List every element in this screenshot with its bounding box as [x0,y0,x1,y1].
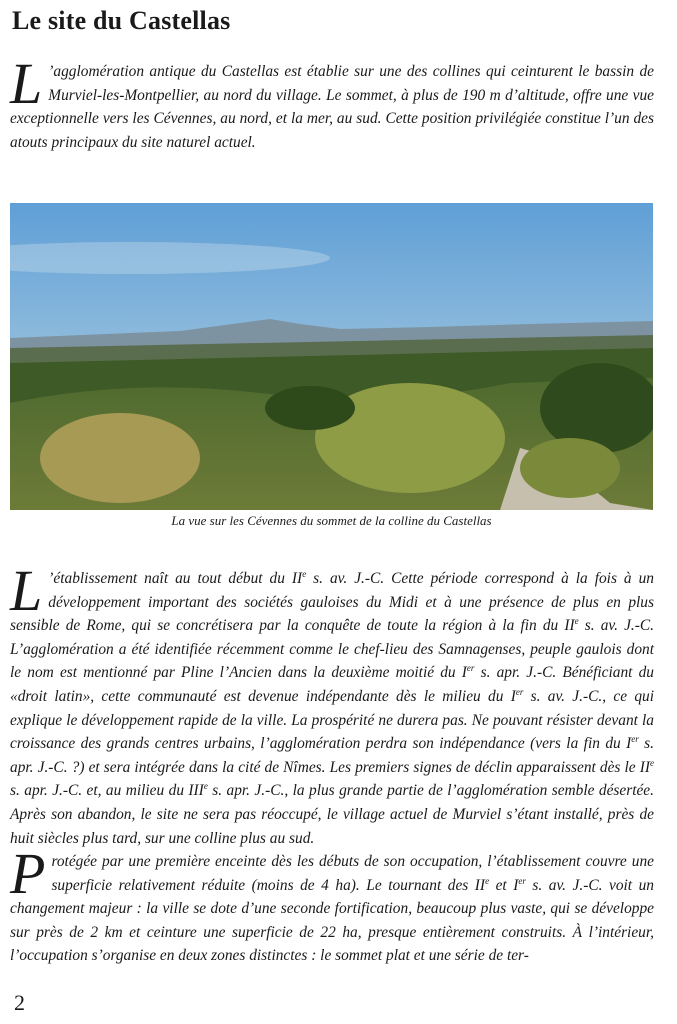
history-text-3: s. av. J.-C. L’agglomération a été identifiée récemment comme le chef-lieu des Samnagenses, peuple gaulois dont le nom est mentionné par Pline l’Ancien dans la deuxième moitié du I [10,617,654,682]
history-dropcap: L [10,558,43,623]
century-sup: e [574,616,579,627]
century-sup: e [485,875,490,886]
history-text-5: s. av. J.-C., ce qui explique le développement rapide de la ville. La prospérité ne durera pas. Ne pouvant résister devant la croissance des grands centres urbains, l’agglomération perdra son indépendance (vers la fin du I [10,687,655,753]
history-text-1: ’établissement naît au tout début du II [48,570,303,587]
history-text-2: s. av. J.-C. Cette période correspond à la fois à un développement important des sociétés gauloises du Midi et à une présence de plus en plus sensible de Rome, qui se concrétisera par la conquête de toute la région à la fin du II [10,570,655,635]
history-text-6: s. apr. J.-C. ?) et sera intégrée dans la cité de Nîmes. Les premiers signes de déclin apparaissent dès le II [10,735,654,776]
landscape-photo-icon [10,203,653,510]
history-text-4: s. apr. J.-C. Bénéficiant du «droit latin», cette communauté est devenue indépendante dès le milieu du I [10,664,654,705]
fortification-text-1: rotégée par une première enceinte dès les débuts de son occupation, l’établissement couvre une superficie relativement réduite (moins de 4 ha). Le tournant des II [51,853,654,894]
page-number: 2 [14,990,25,1015]
photo-caption: La vue sur les Cévennes du sommet de la colline du Castellas [171,513,492,528]
century-sup: er [466,663,475,674]
intro-paragraph [10,51,654,154]
history-text-8: s. apr. J.-C., la plus grande partie de l’agglomération semble désertée. Après son abandon, le site ne sera pas réoccupé, le village actuel de Murviel s’étant installé, près de huit siècles plus tard, sur une colline plus au sud. [10,782,654,847]
century-sup: er [515,686,524,697]
fortification-dropcap: P [10,841,46,906]
fortification-text-2: et I [489,876,519,894]
century-sup: e [203,781,208,792]
century-sup: er [631,734,639,745]
century-sup: er [518,875,526,886]
fortification-paragraph [10,841,654,968]
intro-dropcap: L [10,51,43,116]
century-sup: e [650,757,654,768]
history-paragraph [10,558,655,850]
history-text-7: s. apr. J.-C. et, au milieu du III [10,782,204,800]
page-title: Le site du Castellas [12,6,231,35]
fortification-text-3: s. av. J.-C. voit un changement majeur : la ville se dote d’une seconde fortification, beaucoup plus vaste, qui se développe sur près de 2 km et ceinture une superficie de 22 ha, presque entièrement construits. À l’intérieur, l’occupation s’organise en deux zones distinctes : le sommet plat et une série de ter- [10,876,654,965]
intro-text: ’agglomération antique du Castellas est établie sur une des collines qui ceinturent le bassin de Murviel-les-Montpellier, au nord du village. Le sommet, à plus de 190 m d’altitude, offre une vue exceptionnelle vers les Cévennes, au nord, et la mer, au sud. Cette position privilégiée constitue l’un des atouts principaux du site naturel actuel. [10,63,654,151]
century-sup: e [302,569,307,579]
landscape-photo [10,203,653,510]
